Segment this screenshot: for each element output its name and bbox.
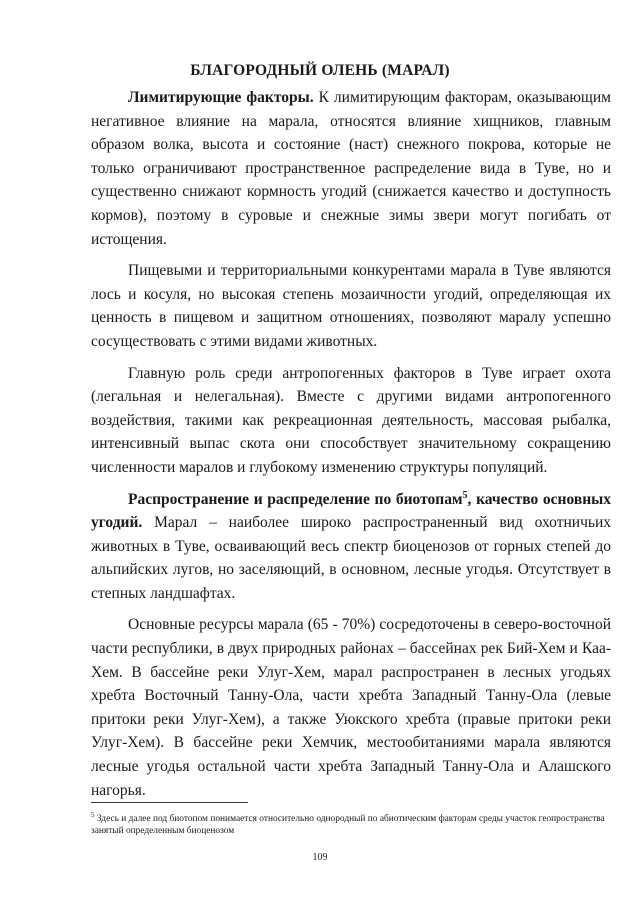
footnote-reference[interactable]: 5	[462, 489, 468, 501]
paragraph-competitors	[91, 259, 611, 353]
paragraph-text: Основные ресурсы марала (65 - 70%) сосредоточены в северо-восточной части республики, в двух природных районах – бассейнах рек Бий-Хем и Каа-Хем. В бассейне реки Улуг-Хем, марал распространен в лесных угодьях хребта Восточный Танну-Ола, части хребта Западный Танну-Ола (левые притоки реки Улуг-Хем), а также Уюкского хребта (правые притоки реки Улуг-Хем). В бассейне реки Хемчик, местообитаниями марала являются лесные угодья остальной части хребта Западный Танну-Ола и Алашского нагорья.	[91, 616, 611, 799]
paragraph-heading: Распространение и распределение по биотопам	[128, 490, 463, 508]
page-number: 109	[312, 852, 328, 863]
document-body	[91, 86, 611, 802]
paragraph-heading-continued: , качество основных угодий.	[91, 490, 611, 532]
paragraph-text: Пищевыми и территориальными конкурентами марала в Туве являются лось и косуля, но высокая степень мозаичности угодий, определяющая их ценность в пищевом и защитном отношениях, позволяют маралу успешно сосуществовать с этими видами животных.	[91, 262, 611, 350]
paragraph-text: К лимитирующим факторам, оказывающим негативное влияние на марала, относятся влияние хищников, главным образом волка, высота и состояние (наст) снежного покрова, которые не только ограничивают пространственное распределение вида в Туве, но и существенно снижают кормность угодий (снижается качество и доступность кормов), поэтому в суровые и снежные зимы звери могут погибать от истощения.	[91, 89, 611, 248]
footnote	[91, 810, 617, 837]
paragraph-limiting-factors	[91, 86, 611, 251]
page-title: БЛАГОРОДНЫЙ ОЛЕНЬ (МАРАЛ)	[190, 62, 450, 79]
footnote-text: Здесь и далее под биотопом понимается относительно однородный по абиотическим факторам среды участок геопространства занятый определенным биоценозом	[91, 814, 605, 836]
paragraph-text: Марал – наиболее широко распространенный вид охотничьих животных в Туве, осваивающий весь спектр биоценозов от горных степей до альпийских лугов, но заселяющий, в основном, лесные угодья. Отсутствует в степных ландшафтах.	[91, 514, 611, 602]
footnote-divider	[91, 802, 248, 803]
paragraph-resources	[91, 613, 611, 802]
paragraph-text: Главную роль среди антропогенных факторов в Туве играет охота (легальная и нелегальная). Вместе с другими видами антропогенного воздействия, такими как рекреационная деятельность, массовая рыбалка, интенсивный выпас скота они способствует значительному сокращению численности маралов и глубокому изменению структуры популяций.	[91, 364, 611, 476]
paragraph-anthropogenic-factors	[91, 362, 611, 480]
footnote-marker: 5	[91, 810, 95, 819]
paragraph-distribution	[91, 488, 611, 606]
paragraph-heading: Лимитирующие факторы.	[128, 89, 314, 106]
